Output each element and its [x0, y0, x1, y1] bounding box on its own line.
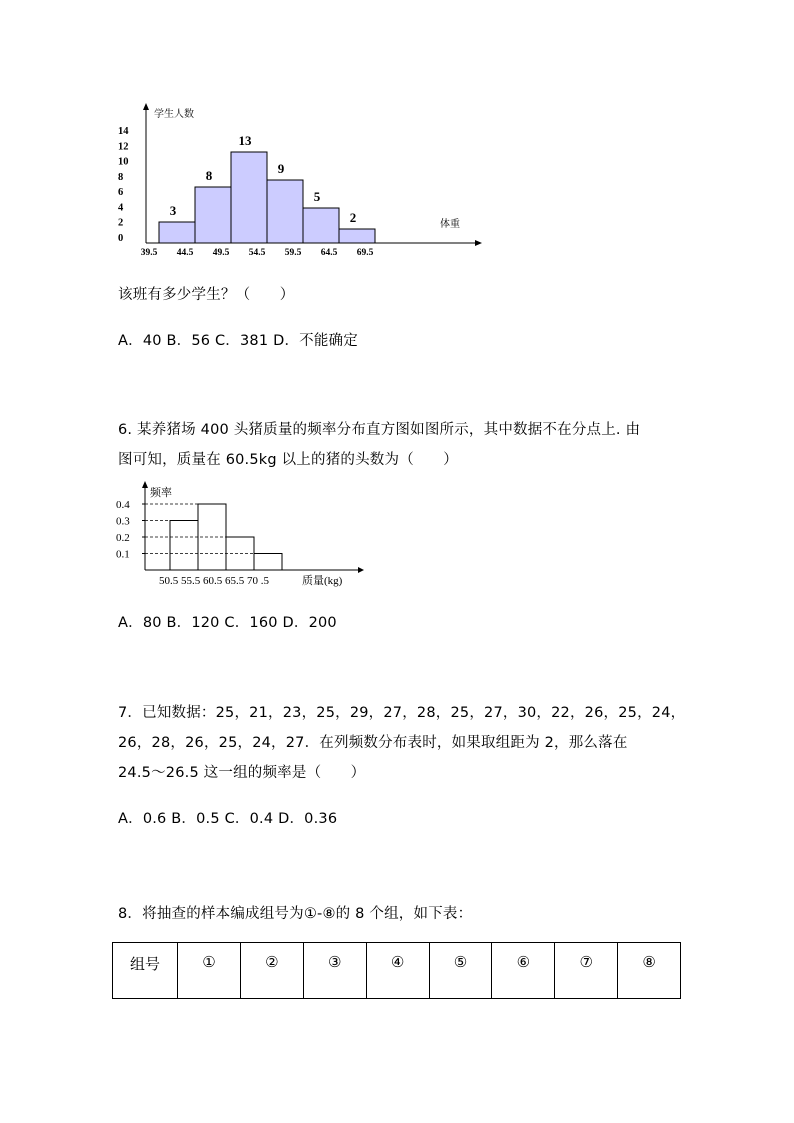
x-tick-label: 44.5 — [176, 248, 194, 258]
q5-options: A．40 B．56 C．381 D．不能确定 — [118, 333, 358, 349]
y-tick-label: 10 — [118, 156, 129, 168]
group-table — [112, 942, 681, 999]
group-cell: ② — [240, 943, 303, 999]
q6-text-line1: 6. 某养猪场 400 头猪质量的频率分布直方图如图所示，其中数据不在分点上. 由 — [118, 422, 641, 438]
frequency-histogram-svg — [112, 480, 372, 592]
y-tick-label: 0.4 — [116, 499, 130, 511]
x-tick-labels: 50.5 55.5 60.5 65.5 70 .5 — [159, 575, 269, 587]
x-tick-label: 59.5 — [284, 248, 302, 258]
y-axis-arrow — [143, 103, 149, 110]
group-cell: ① — [178, 943, 241, 999]
frequency-histogram — [112, 480, 372, 592]
x-axis-arrow — [475, 240, 482, 246]
q7-text-line2: 26，28，26，25，24，27．在列频数分布表时，如果取组距为 2，那么落在 — [118, 735, 628, 751]
y-axis-arrow — [142, 481, 148, 488]
q7-text-line3: 24.5～26.5 这一组的频率是（ ） — [118, 765, 366, 781]
y-axis-label: 频率 — [150, 486, 172, 499]
histogram-bar — [170, 521, 198, 571]
group-cell: ③ — [303, 943, 366, 999]
group-cell: ⑧ — [618, 943, 681, 999]
histogram-bar — [254, 554, 282, 571]
y-tick-label: 0 — [118, 233, 124, 244]
y-tick-label: 2 — [118, 217, 124, 229]
x-axis-arrow — [358, 567, 364, 573]
y-tick-label: 6 — [118, 187, 124, 199]
bar-data-label: 8 — [205, 168, 213, 183]
group-cell: ⑥ — [492, 943, 555, 999]
table-header-cell: 组号 — [113, 943, 178, 999]
bar-data-label: 5 — [313, 189, 321, 204]
q6-options: A．80 B．120 C．160 D．200 — [118, 615, 337, 631]
weight-histogram — [112, 100, 492, 260]
x-tick-label: 49.5 — [212, 248, 230, 258]
q6-text-line2: 图可知，质量在 60.5kg 以上的猪的头数为（ ） — [118, 452, 459, 468]
q5-question: 该班有多少学生？（ ） — [118, 287, 295, 303]
histogram-bar — [267, 180, 303, 243]
y-tick-label: 0.3 — [116, 515, 130, 528]
weight-histogram-svg — [112, 100, 492, 260]
q7-text-line1: 7．已知数据：25，21，23，25，29，27，28，25，27，30，22，26，25，24， — [118, 705, 686, 721]
y-tick-label: 12 — [118, 141, 129, 153]
q7-options: A．0.6 B．0.5 C．0.4 D．0.36 — [118, 811, 338, 827]
x-tick-label: 69.5 — [356, 248, 374, 258]
histogram-bar — [231, 152, 267, 243]
q8-text: 8．将抽查的样本编成组号为①-⑧的 8 个组，如下表： — [118, 906, 473, 922]
group-cell: ⑦ — [555, 943, 618, 999]
x-axis-label: 质量(kg) — [302, 575, 343, 587]
group-cell: ⑤ — [429, 943, 492, 999]
group-cell: ④ — [366, 943, 429, 999]
y-tick-label: 14 — [118, 126, 129, 137]
y-tick-label: 0.1 — [116, 548, 130, 561]
bar-data-label: 2 — [349, 210, 357, 225]
bar-data-label: 13 — [238, 133, 252, 148]
y-tick-label: 0.2 — [116, 532, 130, 544]
x-tick-label: 39.5 — [140, 248, 158, 258]
x-tick-label: 54.5 — [248, 248, 266, 258]
histogram-bar — [195, 187, 231, 243]
histogram-bar — [339, 229, 375, 243]
y-axis-label: 学生人数 — [154, 109, 194, 120]
table-row — [113, 943, 681, 999]
y-tick-label: 8 — [118, 171, 124, 183]
bar-data-label: 9 — [277, 161, 285, 176]
x-tick-label: 64.5 — [320, 248, 338, 258]
bar-data-label: 3 — [169, 203, 177, 218]
y-tick-label: 4 — [118, 202, 124, 214]
histogram-bar — [303, 208, 339, 243]
x-axis-label: 体重 — [440, 219, 460, 230]
histogram-bar — [159, 222, 195, 243]
